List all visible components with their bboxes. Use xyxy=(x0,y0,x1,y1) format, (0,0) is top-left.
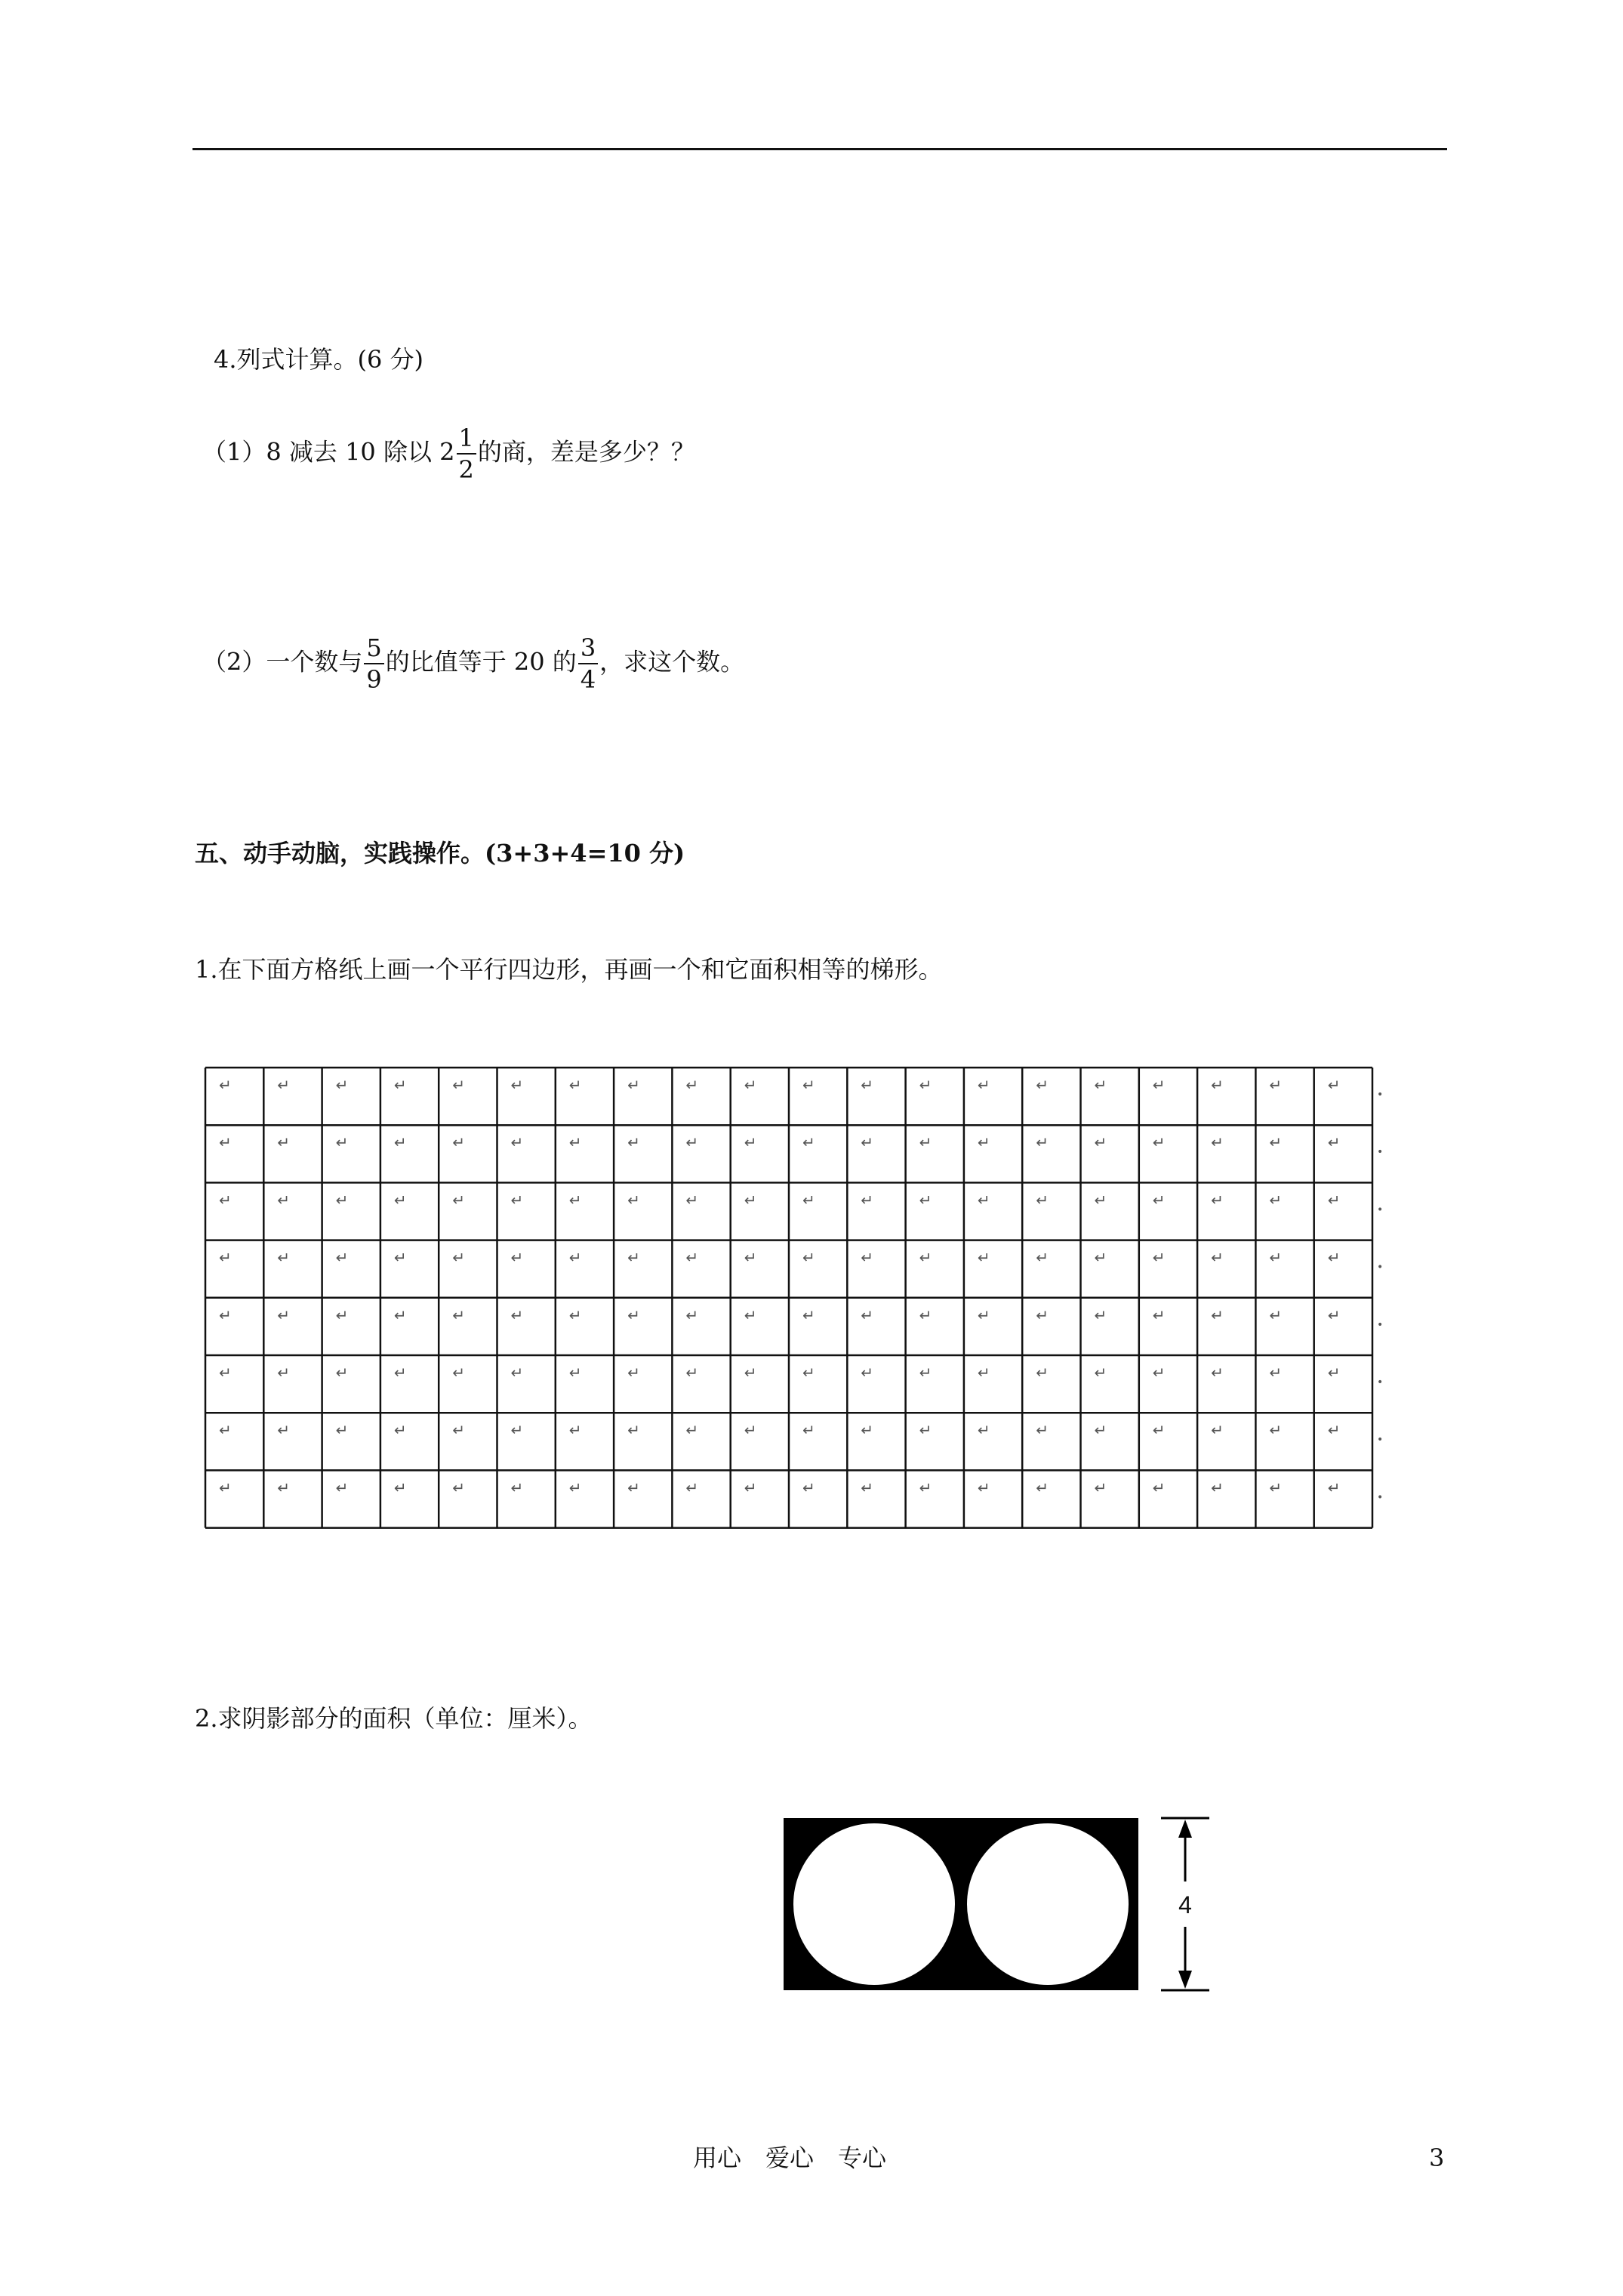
row-end-mark: • xyxy=(1377,1203,1384,1216)
grid-cell-return-mark: ↵ xyxy=(861,1191,874,1210)
grid-cell-return-mark: ↵ xyxy=(452,1421,465,1440)
grid-cell-return-mark: ↵ xyxy=(568,1248,582,1267)
grid-cell-return-mark: ↵ xyxy=(219,1191,232,1210)
grid-cell-return-mark: ↵ xyxy=(685,1305,699,1324)
grid-cell-return-mark: ↵ xyxy=(393,1133,407,1152)
grid-cell-return-mark: ↵ xyxy=(1211,1364,1224,1382)
grid-cell-return-mark: ↵ xyxy=(277,1305,291,1324)
arrow-down-icon xyxy=(1178,1971,1192,1989)
grid-cell-return-mark: ↵ xyxy=(919,1364,932,1382)
grid-cell-return-mark: ↵ xyxy=(1152,1305,1166,1324)
grid-cell-return-mark: ↵ xyxy=(685,1133,699,1152)
grid-cell-return-mark: ↵ xyxy=(452,1191,465,1210)
grid-cell-return-mark: ↵ xyxy=(393,1364,407,1382)
grid-cell-return-mark: ↵ xyxy=(568,1191,582,1210)
question-4-1 xyxy=(202,426,695,482)
grid-cell-return-mark: ↵ xyxy=(1327,1076,1341,1094)
grid-cell-return-mark: ↵ xyxy=(919,1478,932,1497)
fraction-denominator: 2 xyxy=(457,453,476,482)
grid-cell-return-mark: ↵ xyxy=(393,1191,407,1210)
grid-cell-return-mark: ↵ xyxy=(335,1364,349,1382)
grid-cell-return-mark: ↵ xyxy=(861,1478,874,1497)
grid-cell-return-mark: ↵ xyxy=(977,1305,990,1324)
grid-cell-return-mark: ↵ xyxy=(1094,1133,1107,1152)
section5-heading: 五、动手动脑，实践操作。(3+3+4=10 分) xyxy=(195,839,685,868)
q1-prefix: （1）8 减去 10 除以 2 xyxy=(202,437,455,467)
grid-cell-return-mark: ↵ xyxy=(744,1076,757,1094)
grid-cell-return-mark: ↵ xyxy=(861,1421,874,1440)
grid-cell-return-mark: ↵ xyxy=(393,1248,407,1267)
grid-cell-return-mark: ↵ xyxy=(1152,1076,1166,1094)
grid-cell-return-mark: ↵ xyxy=(219,1478,232,1497)
row-end-mark: • xyxy=(1377,1491,1384,1504)
grid-cell-return-mark: ↵ xyxy=(1211,1248,1224,1267)
grid-cell-return-mark: ↵ xyxy=(919,1133,932,1152)
grid-cell-return-mark: ↵ xyxy=(861,1305,874,1324)
fraction-numerator: 1 xyxy=(458,424,474,452)
grid-cell-return-mark: ↵ xyxy=(277,1076,291,1094)
grid-cell-return-mark: ↵ xyxy=(685,1478,699,1497)
grid-cell-return-mark: ↵ xyxy=(568,1364,582,1382)
grid-cell-return-mark: ↵ xyxy=(452,1305,465,1324)
grid-cell-return-mark: ↵ xyxy=(335,1478,349,1497)
fraction-three-quarters xyxy=(578,633,598,694)
grid-cell-return-mark: ↵ xyxy=(919,1421,932,1440)
grid-cell-return-mark: ↵ xyxy=(627,1191,640,1210)
grid-cell-return-mark: ↵ xyxy=(1036,1248,1049,1267)
grid-cell-return-mark: ↵ xyxy=(393,1076,407,1094)
grid-cell-return-mark: ↵ xyxy=(977,1076,990,1094)
grid-cell-return-mark: ↵ xyxy=(568,1076,582,1094)
grid-cell-return-mark: ↵ xyxy=(1152,1191,1166,1210)
grid-cell-return-mark: ↵ xyxy=(335,1076,349,1094)
grid-cell-return-mark: ↵ xyxy=(861,1364,874,1382)
grid-cell-return-mark: ↵ xyxy=(1269,1305,1283,1324)
grid-cell-return-mark: ↵ xyxy=(452,1133,465,1152)
grid-cell-return-mark: ↵ xyxy=(1094,1478,1107,1497)
grid-cell-return-mark: ↵ xyxy=(1036,1421,1049,1440)
grid-cell-return-mark: ↵ xyxy=(977,1421,990,1440)
grid-cell-return-mark: ↵ xyxy=(1327,1421,1341,1440)
grid-cell-return-mark: ↵ xyxy=(452,1248,465,1267)
grid-cell-return-mark: ↵ xyxy=(510,1248,524,1267)
row-end-mark: • xyxy=(1377,1261,1384,1274)
question-5-2: 2.求阴影部分的面积（单位：厘米）。 xyxy=(195,1704,593,1733)
grid-cell-return-mark: ↵ xyxy=(1152,1133,1166,1152)
grid-cell-return-mark: ↵ xyxy=(744,1421,757,1440)
grid-cell-return-mark: ↵ xyxy=(1036,1478,1049,1497)
grid-cell-return-mark: ↵ xyxy=(1094,1364,1107,1382)
grid-cell-return-mark: ↵ xyxy=(1269,1076,1283,1094)
shaded-area-figure xyxy=(778,1812,1215,2004)
grid-cell-return-mark: ↵ xyxy=(685,1191,699,1210)
fraction-denominator: 9 xyxy=(364,663,383,692)
grid-cell-return-mark: ↵ xyxy=(861,1076,874,1094)
arrow-up-icon xyxy=(1178,1820,1192,1838)
grid-svg xyxy=(204,1066,1397,1530)
grid-cell-return-mark: ↵ xyxy=(627,1421,640,1440)
grid-cell-return-mark: ↵ xyxy=(1269,1191,1283,1210)
grid-cell-return-mark: ↵ xyxy=(219,1076,232,1094)
grid-cell-return-mark: ↵ xyxy=(1152,1248,1166,1267)
fraction-denominator: 4 xyxy=(578,663,598,692)
grid-cell-return-mark: ↵ xyxy=(568,1421,582,1440)
grid-cell-return-mark: ↵ xyxy=(1094,1191,1107,1210)
grid-cell-return-mark: ↵ xyxy=(744,1478,757,1497)
grid-cell-return-mark: ↵ xyxy=(1036,1305,1049,1324)
grid-cell-return-mark: ↵ xyxy=(335,1133,349,1152)
q1-suffix: 的商，差是多少？？ xyxy=(477,437,695,467)
grid-cell-return-mark: ↵ xyxy=(627,1478,640,1497)
grid-cell-return-mark: ↵ xyxy=(1152,1364,1166,1382)
fraction-numerator: 3 xyxy=(580,633,596,662)
grid-cell-return-mark: ↵ xyxy=(510,1133,524,1152)
grid-cell-return-mark: ↵ xyxy=(1269,1248,1283,1267)
grid-cell-return-mark: ↵ xyxy=(219,1364,232,1382)
grid-cell-return-mark: ↵ xyxy=(977,1191,990,1210)
grid-cell-return-mark: ↵ xyxy=(219,1305,232,1324)
grid-cell-return-mark: ↵ xyxy=(861,1248,874,1267)
grid-cell-return-mark: ↵ xyxy=(627,1248,640,1267)
grid-cell-return-mark: ↵ xyxy=(1211,1133,1224,1152)
grid-cell-return-mark: ↵ xyxy=(219,1133,232,1152)
grid-cell-return-mark: ↵ xyxy=(393,1421,407,1440)
grid-cell-return-mark: ↵ xyxy=(1269,1421,1283,1440)
grid-cell-return-mark: ↵ xyxy=(219,1421,232,1440)
grid-cell-return-mark: ↵ xyxy=(977,1133,990,1152)
grid-cell-return-mark: ↵ xyxy=(1152,1421,1166,1440)
grid-cell-return-mark: ↵ xyxy=(627,1305,640,1324)
grid-cell-return-mark: ↵ xyxy=(1211,1478,1224,1497)
fraction-numerator: 5 xyxy=(366,633,382,662)
left-circle xyxy=(793,1823,955,1985)
grid-cell-return-mark: ↵ xyxy=(1269,1478,1283,1497)
grid-cell-return-mark: ↵ xyxy=(685,1248,699,1267)
row-end-mark: • xyxy=(1377,1089,1384,1101)
fraction-one-half xyxy=(457,426,476,482)
grid-cell-return-mark: ↵ xyxy=(685,1076,699,1094)
grid-cell-return-mark: ↵ xyxy=(919,1305,932,1324)
q2-middle: 的比值等于 20 的 xyxy=(385,647,577,676)
grid-cell-return-mark: ↵ xyxy=(277,1478,291,1497)
grid-cell-return-mark: ↵ xyxy=(1327,1364,1341,1382)
section4-heading: 4.列式计算。(6 分) xyxy=(214,345,424,374)
grid-cell-return-mark: ↵ xyxy=(744,1364,757,1382)
grid-cell-return-mark: ↵ xyxy=(568,1133,582,1152)
grid-cell-return-mark: ↵ xyxy=(1036,1364,1049,1382)
q2-suffix: ，求这个数。 xyxy=(599,647,745,676)
q2-prefix: （2）一个数与 xyxy=(202,647,363,676)
grid-cell-return-mark: ↵ xyxy=(277,1133,291,1152)
grid-cell-return-mark: ↵ xyxy=(277,1248,291,1267)
grid-cell-return-mark: ↵ xyxy=(1327,1248,1341,1267)
grid-cell-return-mark: ↵ xyxy=(1094,1248,1107,1267)
grid-cell-return-mark: ↵ xyxy=(510,1421,524,1440)
grid-cell-return-mark: ↵ xyxy=(452,1364,465,1382)
grid-cell-return-mark: ↵ xyxy=(1094,1305,1107,1324)
footer-motto: 用心 爱心 专心 xyxy=(693,2143,887,2172)
header-rule xyxy=(192,148,1447,150)
grid-cell-return-mark: ↵ xyxy=(1152,1478,1166,1497)
grid-cell-return-mark: ↵ xyxy=(568,1305,582,1324)
grid-cell-return-mark: ↵ xyxy=(1269,1364,1283,1382)
grid-cell-return-mark: ↵ xyxy=(802,1421,815,1440)
grid-cell-return-mark: ↵ xyxy=(685,1421,699,1440)
dimension-label: 4 xyxy=(1178,1891,1192,1918)
question-5-1: 1.在下面方格纸上画一个平行四边形，再画一个和它面积相等的梯形。 xyxy=(195,955,943,984)
grid-cell-return-mark: ↵ xyxy=(393,1478,407,1497)
grid-cell-return-mark: ↵ xyxy=(335,1421,349,1440)
square-grid-paper xyxy=(204,1066,1397,1533)
grid-cell-return-mark: ↵ xyxy=(744,1191,757,1210)
grid-cell-return-mark: ↵ xyxy=(802,1076,815,1094)
grid-cell-return-mark: ↵ xyxy=(744,1248,757,1267)
grid-cell-return-mark: ↵ xyxy=(510,1364,524,1382)
grid-cell-return-mark: ↵ xyxy=(1036,1076,1049,1094)
grid-cell-return-mark: ↵ xyxy=(919,1191,932,1210)
grid-cell-return-mark: ↵ xyxy=(510,1191,524,1210)
grid-cell-return-mark: ↵ xyxy=(802,1478,815,1497)
grid-cell-return-mark: ↵ xyxy=(1211,1305,1224,1324)
grid-cell-return-mark: ↵ xyxy=(744,1133,757,1152)
grid-cell-return-mark: ↵ xyxy=(802,1364,815,1382)
grid-cell-return-mark: ↵ xyxy=(510,1076,524,1094)
grid-cell-return-mark: ↵ xyxy=(1327,1478,1341,1497)
grid-cell-return-mark: ↵ xyxy=(219,1248,232,1267)
row-end-mark: • xyxy=(1377,1434,1384,1447)
grid-cell-return-mark: ↵ xyxy=(977,1364,990,1382)
grid-cell-return-mark: ↵ xyxy=(452,1076,465,1094)
grid-cell-return-mark: ↵ xyxy=(335,1191,349,1210)
grid-cell-return-mark: ↵ xyxy=(861,1133,874,1152)
grid-cell-return-mark: ↵ xyxy=(1327,1191,1341,1210)
grid-cell-return-mark: ↵ xyxy=(919,1248,932,1267)
grid-cell-return-mark: ↵ xyxy=(277,1421,291,1440)
grid-cell-return-mark: ↵ xyxy=(1327,1305,1341,1324)
page-number: 3 xyxy=(1429,2143,1445,2172)
grid-cell-return-mark: ↵ xyxy=(685,1364,699,1382)
grid-cell-return-mark: ↵ xyxy=(277,1364,291,1382)
fraction-five-ninths xyxy=(364,633,383,694)
row-end-mark: • xyxy=(1377,1146,1384,1159)
grid-cell-return-mark: ↵ xyxy=(1211,1421,1224,1440)
grid-cell-return-mark: ↵ xyxy=(627,1364,640,1382)
grid-cell-return-mark: ↵ xyxy=(335,1305,349,1324)
grid-cell-return-mark: ↵ xyxy=(452,1478,465,1497)
grid-cell-return-mark: ↵ xyxy=(802,1191,815,1210)
figure-svg xyxy=(778,1812,1215,2001)
row-end-mark: • xyxy=(1377,1376,1384,1388)
right-circle xyxy=(967,1823,1129,1985)
grid-cell-return-mark: ↵ xyxy=(627,1076,640,1094)
question-4-2 xyxy=(202,633,745,694)
grid-cell-return-mark: ↵ xyxy=(1211,1076,1224,1094)
grid-cell-return-mark: ↵ xyxy=(1036,1191,1049,1210)
grid-cell-return-mark: ↵ xyxy=(802,1248,815,1267)
grid-cell-return-mark: ↵ xyxy=(977,1478,990,1497)
grid-cell-return-mark: ↵ xyxy=(510,1305,524,1324)
grid-cell-return-mark: ↵ xyxy=(1094,1076,1107,1094)
grid-cell-return-mark: ↵ xyxy=(1094,1421,1107,1440)
grid-cell-return-mark: ↵ xyxy=(568,1478,582,1497)
grid-cell-return-mark: ↵ xyxy=(335,1248,349,1267)
grid-cell-return-mark: ↵ xyxy=(919,1076,932,1094)
grid-cell-return-mark: ↵ xyxy=(744,1305,757,1324)
grid-cell-return-mark: ↵ xyxy=(1327,1133,1341,1152)
grid-cell-return-mark: ↵ xyxy=(1036,1133,1049,1152)
grid-cell-return-mark: ↵ xyxy=(977,1248,990,1267)
grid-cell-return-mark: ↵ xyxy=(1211,1191,1224,1210)
grid-cell-return-mark: ↵ xyxy=(802,1305,815,1324)
row-end-mark: • xyxy=(1377,1318,1384,1331)
grid-cell-return-mark: ↵ xyxy=(393,1305,407,1324)
grid-cell-return-mark: ↵ xyxy=(802,1133,815,1152)
grid-cell-return-mark: ↵ xyxy=(1269,1133,1283,1152)
grid-cell-return-mark: ↵ xyxy=(277,1191,291,1210)
grid-cell-return-mark: ↵ xyxy=(627,1133,640,1152)
grid-cell-return-mark: ↵ xyxy=(510,1478,524,1497)
